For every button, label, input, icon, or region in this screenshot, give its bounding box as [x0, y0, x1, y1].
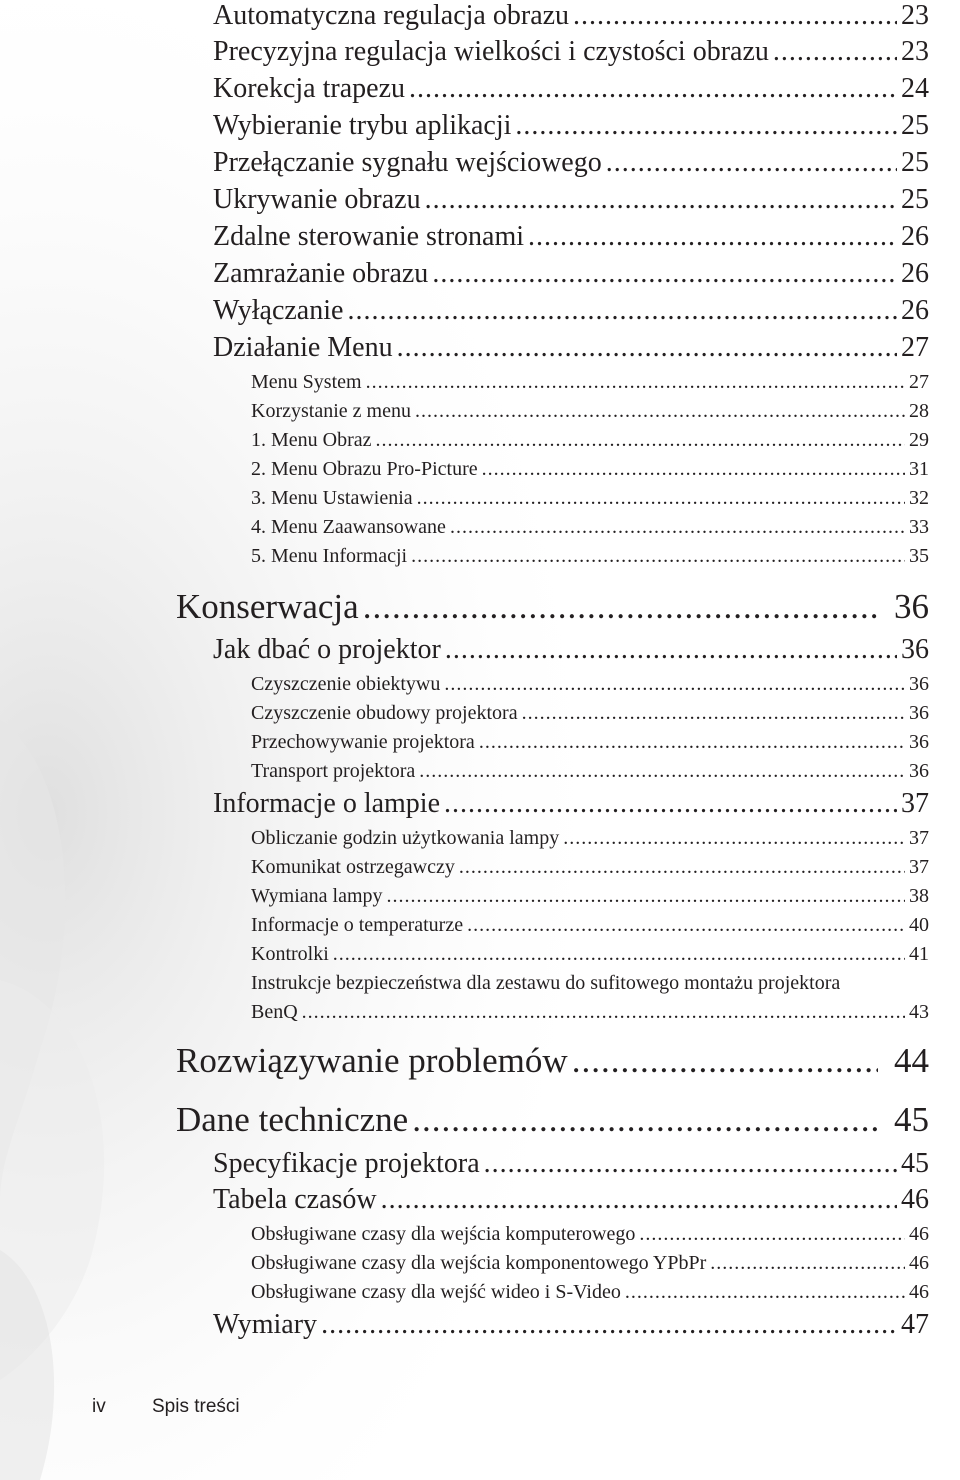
toc-entry-page: 25: [901, 184, 929, 215]
toc-entry-title: Ukrywanie obrazu: [213, 184, 421, 215]
toc-entry[interactable]: [251, 372, 929, 392]
dot-leader: [528, 223, 897, 251]
dot-leader: [639, 1224, 905, 1244]
toc-entry-page: 31: [909, 458, 929, 480]
toc-entry-page: 25: [901, 110, 929, 141]
toc-entry[interactable]: [251, 732, 929, 752]
dot-leader: [415, 401, 905, 421]
toc-entry-page: 25: [901, 147, 929, 178]
dot-leader: [411, 546, 905, 566]
toc-entry-page: 27: [901, 332, 929, 363]
dot-leader: [419, 761, 905, 781]
toc-entry[interactable]: [251, 761, 929, 781]
toc-entry[interactable]: [251, 857, 929, 877]
toc-entry[interactable]: [251, 915, 929, 935]
dot-leader: [417, 488, 905, 508]
dot-leader: [625, 1282, 905, 1302]
toc-entry-page: 32: [909, 487, 929, 509]
toc-entry[interactable]: [251, 674, 929, 694]
toc-entry-title: Czyszczenie obiektywu: [251, 673, 441, 695]
toc-entry-title: Wyłączanie: [213, 295, 344, 326]
dot-leader: [522, 703, 905, 723]
toc-entry-title: Precyzyjna regulacja wielkości i czystości obrazu: [213, 36, 769, 67]
toc-entry-page: 36: [909, 731, 929, 753]
dot-leader: [572, 1043, 878, 1078]
toc-entry-title: Obsługiwane czasy dla wejścia komputerowego: [251, 1223, 636, 1245]
toc-entry-page: 29: [909, 429, 929, 451]
toc-entry-title: Informacje o lampie: [213, 788, 441, 819]
toc-entry[interactable]: [251, 1002, 929, 1022]
toc-entry-page: 37: [909, 827, 929, 849]
toc-entry-page: 27: [909, 371, 929, 393]
toc-entry-page: 36: [909, 673, 929, 695]
toc-chapter-title: Rozwiązywanie problemów: [176, 1041, 568, 1080]
toc-entry-title: Specyfikacje projektora: [213, 1148, 480, 1179]
toc-entry-page: 35: [909, 545, 929, 567]
toc-entry[interactable]: [251, 459, 929, 479]
toc-entry-page: 47: [901, 1309, 929, 1340]
toc-chapter[interactable]: [176, 1043, 929, 1078]
toc-entry-title: Działanie Menu: [213, 332, 393, 363]
toc-entry-page: 37: [909, 856, 929, 878]
toc-entry[interactable]: [251, 517, 929, 537]
toc-entry-page: 46: [909, 1252, 929, 1274]
toc-chapter-page: 44: [894, 1041, 929, 1080]
toc-entry-page: 37: [901, 788, 929, 819]
toc-entry[interactable]: [251, 488, 929, 508]
toc-entry[interactable]: [251, 401, 929, 421]
toc-entry-title: Kontrolki: [251, 943, 329, 965]
toc-entry-title: Zamrażanie obrazu: [213, 258, 429, 289]
toc-entry-page: 24: [901, 73, 929, 104]
dot-leader: [467, 915, 905, 935]
toc-chapter-title: Konserwacja: [176, 587, 359, 626]
toc-entry-page: 36: [901, 634, 929, 665]
toc-entry-page: 46: [909, 1223, 929, 1245]
toc-entry-title: Obsługiwane czasy dla wejścia komponentowego YPbPr: [251, 1252, 707, 1274]
toc-entry[interactable]: [251, 430, 929, 450]
dot-leader: [333, 944, 905, 964]
toc-entry[interactable]: [251, 1253, 929, 1273]
toc-entry[interactable]: [213, 1186, 929, 1214]
toc-entry-title: Tabela czasów: [213, 1184, 377, 1215]
dot-leader: [347, 297, 897, 325]
toc-entry-title: Czyszczenie obudowy projektora: [251, 702, 518, 724]
toc-entry-page: 41: [909, 943, 929, 965]
toc-entry-title: Korzystanie z menu: [251, 400, 411, 422]
toc-entry[interactable]: [213, 2, 929, 30]
dot-leader: [366, 372, 905, 392]
toc-entry-title: Zdalne sterowanie stronami: [213, 221, 525, 252]
dot-leader: [450, 517, 905, 537]
toc-entry[interactable]: [213, 75, 929, 103]
toc-entry-title: 4. Menu Zaawansowane: [251, 516, 446, 538]
toc-entry-title: Jak dbać o projektor: [213, 634, 441, 665]
toc-entry-title: Przełączanie sygnału wejściowego: [213, 147, 602, 178]
dot-leader: [409, 75, 897, 103]
toc-entry-page: 46: [901, 1184, 929, 1215]
dot-leader: [302, 1002, 905, 1022]
toc-entry-title: Informacje o temperaturze: [251, 914, 464, 936]
dot-leader: [773, 38, 897, 66]
toc-entry-page: 23: [901, 36, 929, 67]
toc-entry-title: 5. Menu Informacji: [251, 545, 408, 567]
toc-entry-title: Wybieranie trybu aplikacji: [213, 110, 512, 141]
toc-entry-page: 40: [909, 914, 929, 936]
toc-entry-page: 45: [901, 1148, 929, 1179]
dot-leader: [563, 828, 905, 848]
toc-entry[interactable]: [213, 297, 929, 325]
dot-leader: [381, 1186, 897, 1214]
toc-entry-title: Przechowywanie projektora: [251, 731, 475, 753]
dot-leader: [479, 732, 905, 752]
toc-entry-page: 38: [909, 885, 929, 907]
toc-entry[interactable]: [251, 944, 929, 964]
dot-leader: [482, 459, 905, 479]
toc-entry[interactable]: [251, 546, 929, 566]
dot-leader: [515, 112, 897, 140]
footer-page-number: iv: [92, 1396, 106, 1417]
toc-entry-page: 28: [909, 400, 929, 422]
toc-entry-page: 26: [901, 295, 929, 326]
dot-leader: [376, 430, 905, 450]
dot-leader: [459, 857, 905, 877]
toc-entry[interactable]: [213, 1311, 929, 1339]
dot-leader: [412, 1102, 878, 1137]
toc-entry-page: 43: [909, 1001, 929, 1023]
toc-chapter[interactable]: [176, 589, 929, 624]
toc-entry-title: Obsługiwane czasy dla wejść wideo i S-Video: [251, 1281, 621, 1303]
toc-entry[interactable]: [213, 149, 929, 177]
toc-entry[interactable]: [251, 1224, 929, 1244]
toc-entry[interactable]: [251, 1282, 929, 1302]
toc-chapter-page: 45: [894, 1100, 929, 1139]
footer-section-title: Spis treści: [152, 1396, 240, 1417]
toc-chapter-title: Dane techniczne: [176, 1100, 409, 1139]
toc-entry[interactable]: [213, 223, 929, 251]
toc-entry-title: Obliczanie godzin użytkowania lampy: [251, 827, 560, 849]
toc-entry-page: 26: [901, 258, 929, 289]
dot-leader: [444, 674, 905, 694]
toc-entry-page: 23: [901, 0, 929, 31]
dot-leader: [432, 260, 897, 288]
toc-entry[interactable]: [213, 260, 929, 288]
toc-entry[interactable]: [213, 334, 929, 362]
toc-entry[interactable]: [213, 38, 929, 66]
toc-entry-title: Automatyczna regulacja obrazu: [213, 0, 570, 31]
toc-entry-title: Korekcja trapezu: [213, 73, 405, 104]
toc-entry-title: 2. Menu Obrazu Pro-Picture: [251, 458, 478, 480]
toc-entry-title-line1[interactable]: Instrukcje bezpieczeństwa dla zestawu do sufitowego montażu projektora: [251, 972, 841, 994]
toc-entry[interactable]: [213, 790, 929, 818]
toc-entry[interactable]: [213, 112, 929, 140]
toc-entry-title: Wymiary: [213, 1309, 318, 1340]
toc-entry[interactable]: [251, 828, 929, 848]
toc-entry[interactable]: [213, 636, 929, 664]
dot-leader: [573, 2, 897, 30]
toc-entry-title: Menu System: [251, 371, 362, 393]
toc-entry-page: 36: [909, 702, 929, 724]
dot-leader: [484, 1150, 897, 1178]
toc-chapter-page: 36: [894, 587, 929, 626]
dot-leader: [710, 1253, 905, 1273]
toc-entry-title: 3. Menu Ustawienia: [251, 487, 413, 509]
toc-entry-title: Wymiana lampy: [251, 885, 383, 907]
dot-leader: [387, 886, 905, 906]
dot-leader: [606, 149, 897, 177]
dot-leader: [445, 636, 897, 664]
toc-entry-title: 1. Menu Obraz: [251, 429, 372, 451]
dot-leader: [444, 790, 897, 818]
toc-entry-page: 26: [901, 221, 929, 252]
toc-entry-title-line2: BenQ: [251, 1001, 298, 1023]
toc-entry[interactable]: [213, 186, 929, 214]
dot-leader: [397, 334, 897, 362]
dot-leader: [363, 589, 878, 624]
toc-entry-title: Transport projektora: [251, 760, 416, 782]
toc-entry[interactable]: [251, 703, 929, 723]
dot-leader: [321, 1311, 897, 1339]
toc-entry-page: 36: [909, 760, 929, 782]
toc-entry-page: 33: [909, 516, 929, 538]
toc-entry[interactable]: [251, 886, 929, 906]
toc-entry-title: Komunikat ostrzegawczy: [251, 856, 455, 878]
toc-entry[interactable]: [213, 1150, 929, 1178]
toc-entry-page: 46: [909, 1281, 929, 1303]
dot-leader: [425, 186, 897, 214]
toc-chapter[interactable]: [176, 1102, 929, 1137]
